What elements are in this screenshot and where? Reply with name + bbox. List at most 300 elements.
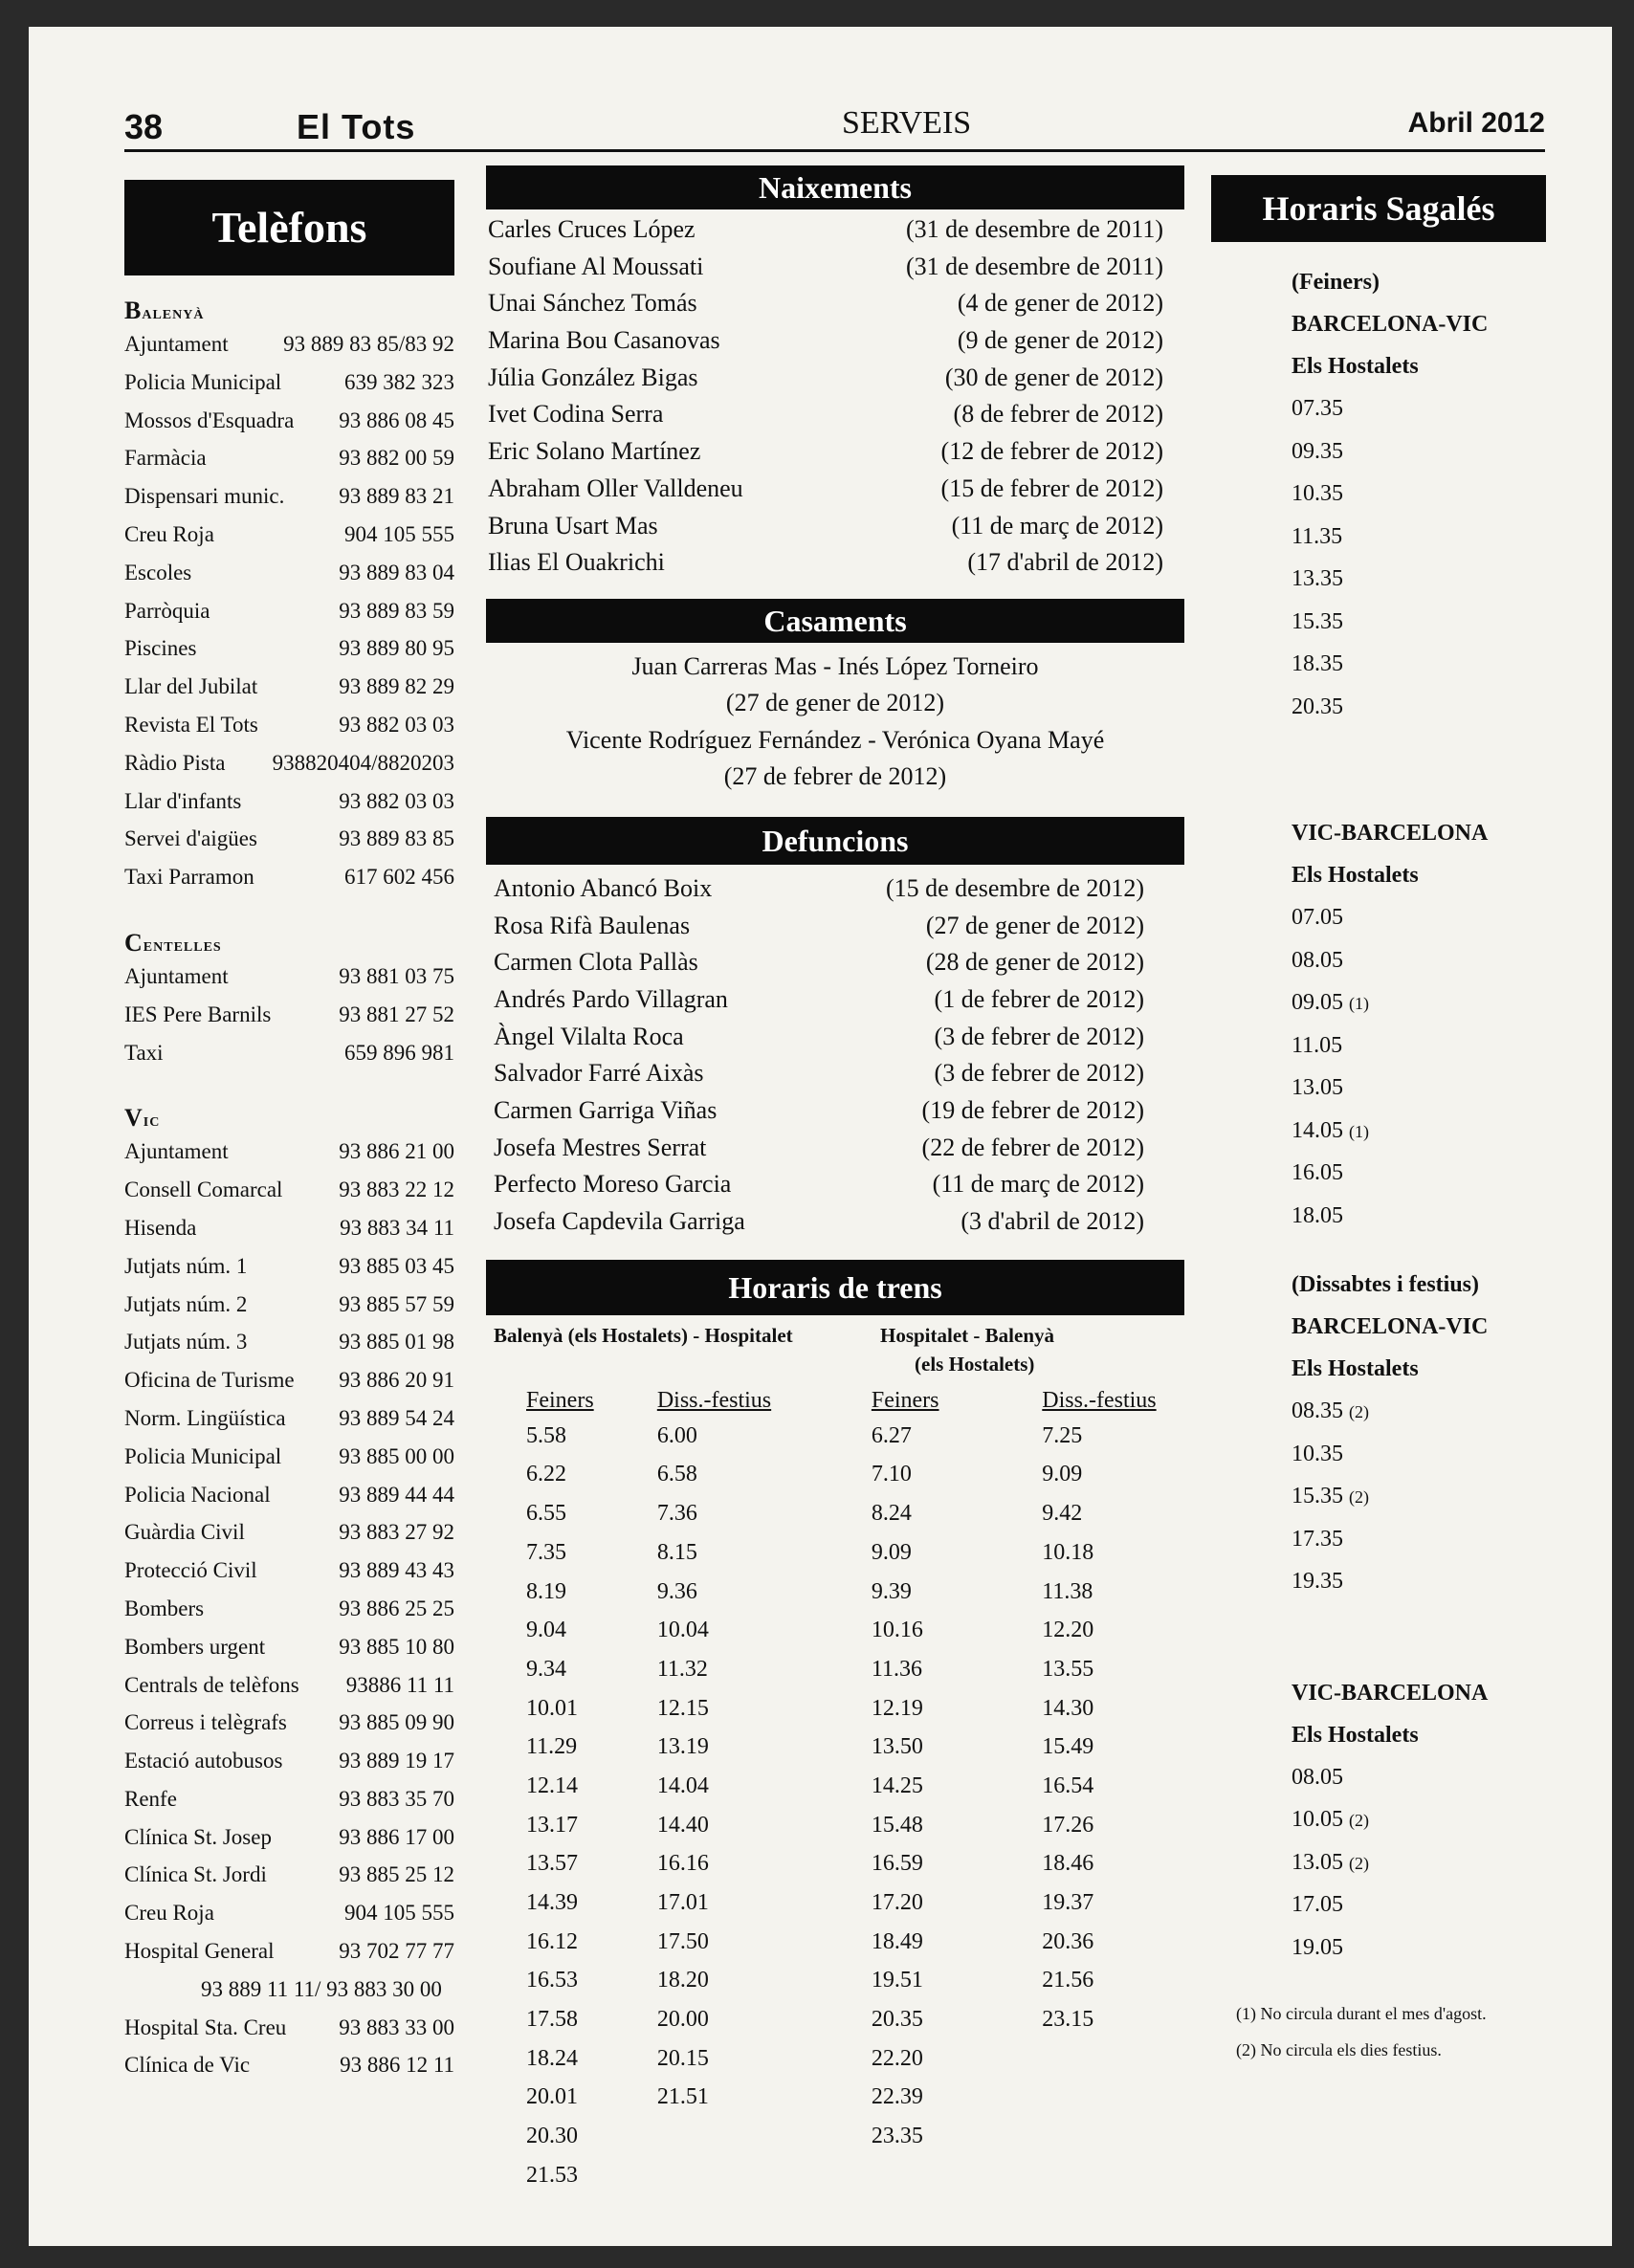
train-column-head: Feiners bbox=[871, 1387, 939, 1413]
train-time: 21.53 bbox=[526, 2162, 578, 2188]
marriage-line: (27 de gener de 2012) bbox=[725, 689, 945, 717]
birth-date: (11 de març de 2012) bbox=[951, 511, 1163, 539]
birth-date: (17 d'abril de 2012) bbox=[967, 548, 1163, 577]
bus-time bbox=[1211, 686, 1546, 729]
phone-number: 93 886 12 11 bbox=[340, 2053, 454, 2078]
bus-time bbox=[1211, 430, 1546, 473]
bus-time-value: 11.05 bbox=[1292, 1032, 1343, 1058]
phone-number: 93 886 25 25 bbox=[339, 1596, 454, 1620]
phone-number: 93 889 83 21 bbox=[339, 484, 454, 509]
phone-label: Servei d'aigües bbox=[124, 826, 257, 851]
phone-number: 93 881 27 52 bbox=[339, 1002, 454, 1026]
death-row bbox=[492, 870, 1184, 908]
trens-route-headers bbox=[486, 1321, 1184, 1378]
phone-number: 93 889 43 43 bbox=[339, 1558, 454, 1583]
phone-row bbox=[124, 1552, 454, 1590]
phone-number: 904 105 555 bbox=[344, 521, 454, 546]
sagales-column bbox=[1211, 175, 1546, 2068]
phone-row bbox=[124, 325, 454, 363]
issue-date: Abril 2012 bbox=[1407, 107, 1545, 139]
group-heading: Balenyà bbox=[124, 297, 205, 324]
phone-row bbox=[124, 1513, 454, 1552]
train-time: 14.30 bbox=[1042, 1695, 1094, 1721]
bus-time-note: (1) bbox=[1349, 1121, 1369, 1141]
vb1-route: VIC-BARCELONA bbox=[1292, 821, 1489, 846]
birth-name: Abraham Oller Valldeneu bbox=[488, 473, 743, 502]
death-date: (3 de febrer de 2012) bbox=[934, 1022, 1144, 1050]
phone-number: 93 882 00 59 bbox=[339, 446, 454, 471]
bus-time-value: 14.05 bbox=[1292, 1117, 1343, 1143]
death-date: (15 de desembre de 2012) bbox=[885, 873, 1144, 902]
sagales-title: Horaris Sagalés bbox=[1211, 175, 1546, 242]
phone-label: Renfe bbox=[124, 1786, 177, 1811]
train-column-head: Diss.-festius bbox=[1042, 1387, 1157, 1413]
phone-row bbox=[124, 820, 454, 858]
telefons-column bbox=[124, 180, 454, 2084]
bus-time bbox=[1211, 1518, 1546, 1561]
bus-time bbox=[1211, 473, 1546, 516]
phone-row bbox=[124, 1742, 454, 1780]
train-time: 23.15 bbox=[1042, 2007, 1094, 2033]
death-row bbox=[492, 1092, 1184, 1130]
train-time: 12.19 bbox=[871, 1695, 923, 1721]
middle-column bbox=[486, 165, 1184, 2195]
phone-row bbox=[124, 1438, 454, 1476]
phone-row bbox=[124, 1818, 454, 1857]
phone-row bbox=[124, 1704, 454, 1742]
phone-number: 93 889 11 11/ 93 883 30 00 bbox=[201, 1976, 442, 2001]
phone-number: 93 889 83 85/83 92 bbox=[283, 332, 454, 356]
birth-row bbox=[486, 285, 1184, 322]
train-time: 7.10 bbox=[871, 1462, 912, 1487]
phone-row bbox=[124, 1476, 454, 1514]
bus-time bbox=[1211, 1475, 1546, 1518]
phone-row bbox=[124, 1971, 454, 2009]
phone-row bbox=[124, 958, 454, 996]
bus-time-value: 09.05 bbox=[1292, 990, 1343, 1015]
defuncions-list bbox=[486, 870, 1184, 1241]
phone-row bbox=[124, 1399, 454, 1438]
train-time: 14.40 bbox=[656, 1812, 709, 1838]
death-name: Àngel Vilalta Roca bbox=[494, 1022, 684, 1050]
phone-label: Hospital General bbox=[124, 1939, 275, 1964]
casaments-title: Casaments bbox=[486, 599, 1184, 643]
bus-time-value: 13.05 bbox=[1292, 1075, 1343, 1100]
bus-time-note: (1) bbox=[1349, 994, 1369, 1013]
bus-time-value: 13.35 bbox=[1292, 566, 1343, 591]
defuncions-title: Defuncions bbox=[486, 817, 1184, 865]
phone-row bbox=[124, 782, 454, 821]
phone-number: 93886 11 11 bbox=[345, 1672, 454, 1697]
route-balenya-hospitalet: Balenyà (els Hostalets) - Hospitalet bbox=[494, 1323, 793, 1347]
train-time: 23.35 bbox=[871, 2124, 923, 2149]
train-time: 11.32 bbox=[656, 1656, 708, 1682]
phone-number: 93 886 21 00 bbox=[339, 1139, 454, 1164]
train-time: 22.39 bbox=[871, 2084, 923, 2110]
bus-time-value: 08.05 bbox=[1292, 947, 1343, 973]
bus-time bbox=[1211, 1756, 1546, 1799]
train-time: 15.49 bbox=[1042, 1734, 1094, 1760]
phone-number: 93 889 83 59 bbox=[339, 598, 454, 623]
phone-label: Clínica St. Jordi bbox=[124, 1862, 267, 1887]
bus-time-value: 16.05 bbox=[1292, 1160, 1343, 1185]
phone-row bbox=[124, 1323, 454, 1361]
bv2-times bbox=[1211, 1390, 1546, 1603]
birth-name: Carles Cruces López bbox=[488, 215, 696, 243]
bus-time-value: 18.05 bbox=[1292, 1202, 1343, 1228]
phone-number: 93 889 83 04 bbox=[339, 560, 454, 584]
birth-name: Soufiane Al Moussati bbox=[488, 252, 704, 280]
birth-name: Unai Sánchez Tomás bbox=[488, 289, 697, 318]
bus-time bbox=[1211, 1152, 1546, 1195]
phone-label: Policia Municipal bbox=[124, 1443, 282, 1468]
train-time: 6.27 bbox=[871, 1422, 912, 1448]
route-hospitalet-balenya bbox=[880, 1321, 1167, 1378]
train-time: 18.49 bbox=[871, 1928, 923, 1954]
bus-time bbox=[1211, 1110, 1546, 1153]
bus-time bbox=[1211, 939, 1546, 982]
train-time: 7.25 bbox=[1042, 1422, 1083, 1448]
train-column bbox=[526, 1384, 657, 2195]
bus-time bbox=[1211, 1433, 1546, 1476]
route2-line2: (els Hostalets) bbox=[915, 1352, 1035, 1376]
phone-label: Dispensari munic. bbox=[124, 484, 285, 509]
train-time: 20.36 bbox=[1042, 1928, 1094, 1954]
birth-row bbox=[486, 471, 1184, 508]
marriage-line: (27 de febrer de 2012) bbox=[723, 762, 947, 791]
phone-row bbox=[124, 1590, 454, 1628]
train-time: 8.24 bbox=[871, 1501, 912, 1527]
train-time: 17.20 bbox=[871, 1890, 923, 1915]
bus-time bbox=[1211, 1024, 1546, 1068]
bus-time bbox=[1211, 643, 1546, 686]
birth-name: Ivet Codina Serra bbox=[488, 400, 664, 429]
train-time: 20.35 bbox=[871, 2007, 923, 2033]
train-time: 7.36 bbox=[656, 1501, 697, 1527]
phone-number: 93 886 20 91 bbox=[339, 1368, 454, 1393]
phone-number: 93 702 77 77 bbox=[339, 1939, 454, 1964]
train-time: 10.18 bbox=[1042, 1539, 1094, 1565]
phone-label: Hospital Sta. Creu bbox=[124, 2015, 287, 2039]
phone-number: 93 886 17 00 bbox=[339, 1824, 454, 1849]
phone-number: 639 382 323 bbox=[344, 369, 454, 394]
death-row bbox=[492, 1130, 1184, 1167]
train-time: 9.09 bbox=[871, 1539, 912, 1565]
phone-row bbox=[124, 1209, 454, 1247]
bus-time-value: 17.35 bbox=[1292, 1526, 1343, 1552]
naixements-title: Naixements bbox=[486, 165, 1184, 209]
train-time: 18.20 bbox=[656, 1968, 709, 1993]
bus-time-value: 08.35 bbox=[1292, 1398, 1343, 1423]
train-time: 20.00 bbox=[656, 2007, 709, 2033]
vb2-route: VIC-BARCELONA bbox=[1292, 1680, 1489, 1706]
death-name: Andrés Pardo Villagran bbox=[494, 984, 728, 1013]
phone-label: Oficina de Turisme bbox=[124, 1368, 295, 1393]
phone-number: 93 885 25 12 bbox=[339, 1862, 454, 1887]
vb1-times bbox=[1211, 896, 1546, 1237]
train-time: 11.36 bbox=[871, 1656, 922, 1682]
phone-label: Creu Roja bbox=[124, 521, 214, 546]
bus-time bbox=[1211, 1560, 1546, 1603]
bus-time-value: 18.35 bbox=[1292, 651, 1343, 676]
phone-label: Ràdio Pista bbox=[124, 750, 226, 775]
phone-label: Policia Municipal bbox=[124, 369, 282, 394]
bus-time bbox=[1211, 1798, 1546, 1841]
vb1-stop: Els Hostalets bbox=[1292, 863, 1419, 888]
train-time: 20.30 bbox=[526, 2124, 578, 2149]
phone-label: Protecció Civil bbox=[124, 1558, 257, 1583]
train-time: 13.17 bbox=[526, 1812, 578, 1838]
bus-time bbox=[1211, 601, 1546, 644]
bv1-times bbox=[1211, 387, 1546, 728]
death-name: Salvador Farré Aixàs bbox=[494, 1059, 704, 1088]
train-time: 12.15 bbox=[656, 1695, 709, 1721]
phone-row bbox=[124, 706, 454, 744]
birth-row bbox=[486, 360, 1184, 397]
group-heading: Vic bbox=[124, 1104, 161, 1133]
trens-title: Horaris de trens bbox=[486, 1260, 1184, 1315]
phone-number: 93 885 09 90 bbox=[339, 1710, 454, 1735]
birth-date: (9 de gener de 2012) bbox=[957, 326, 1163, 355]
phone-label: Creu Roja bbox=[124, 1901, 214, 1926]
phone-label: Parròquia bbox=[124, 598, 210, 623]
train-column-head: Diss.-festius bbox=[656, 1387, 772, 1413]
dissabtes-label: (Dissabtes i festius) bbox=[1292, 1272, 1479, 1297]
phone-number: 93 882 03 03 bbox=[339, 788, 454, 813]
birth-name: Bruna Usart Mas bbox=[488, 511, 658, 539]
phone-label: Policia Nacional bbox=[124, 1482, 271, 1507]
death-date: (3 de febrer de 2012) bbox=[934, 1059, 1144, 1088]
train-time: 17.26 bbox=[1042, 1812, 1094, 1838]
phone-label: Ajuntament bbox=[124, 1139, 229, 1164]
train-time: 9.04 bbox=[526, 1618, 566, 1643]
phone-label: Guàrdia Civil bbox=[124, 1520, 245, 1545]
phone-row bbox=[124, 1780, 454, 1818]
phone-row bbox=[124, 2046, 454, 2084]
phone-number: 93 883 34 11 bbox=[340, 1215, 454, 1240]
feiners-label: (Feiners) bbox=[1292, 270, 1380, 295]
train-time: 16.54 bbox=[1042, 1773, 1094, 1798]
phone-number: 93 885 01 98 bbox=[339, 1330, 454, 1354]
phone-row bbox=[124, 996, 454, 1034]
phone-row bbox=[124, 1932, 454, 1971]
train-time: 13.50 bbox=[871, 1734, 923, 1760]
bus-time bbox=[1211, 1841, 1546, 1884]
phone-label: Llar del Jubilat bbox=[124, 674, 258, 699]
birth-row bbox=[486, 433, 1184, 471]
birth-row bbox=[486, 508, 1184, 545]
phone-label: Ajuntament bbox=[124, 332, 229, 356]
bus-time-value: 07.35 bbox=[1292, 396, 1343, 421]
bus-time-value: 07.05 bbox=[1292, 905, 1343, 930]
train-time: 6.55 bbox=[526, 1501, 566, 1527]
train-time: 14.25 bbox=[871, 1773, 923, 1798]
phone-number: 938820404/8820203 bbox=[272, 750, 454, 775]
death-date: (19 de febrer de 2012) bbox=[921, 1096, 1144, 1124]
phone-row bbox=[124, 1171, 454, 1209]
birth-row bbox=[486, 544, 1184, 582]
telefons-title: Telèfons bbox=[124, 180, 454, 275]
page-header bbox=[96, 77, 1545, 153]
footnote-1: (1) No circula durant el mes d'agost. bbox=[1236, 2004, 1487, 2023]
train-time: 9.42 bbox=[1042, 1501, 1083, 1527]
death-name: Josefa Mestres Serrat bbox=[494, 1133, 707, 1161]
birth-row bbox=[486, 249, 1184, 286]
bus-time-value: 13.05 bbox=[1292, 1849, 1343, 1875]
train-time: 12.14 bbox=[526, 1773, 578, 1798]
phone-number: 93 889 82 29 bbox=[339, 674, 454, 699]
phone-row bbox=[124, 477, 454, 516]
marriage-line: Vicente Rodríguez Fernández - Verónica Oyana Mayé bbox=[565, 725, 1105, 754]
train-time: 15.48 bbox=[871, 1812, 923, 1838]
casaments-list bbox=[486, 649, 1184, 796]
bus-time-note: (2) bbox=[1349, 1487, 1369, 1507]
bus-time-value: 10.05 bbox=[1292, 1807, 1343, 1832]
phone-number: 93 883 33 00 bbox=[339, 2015, 454, 2039]
phone-row bbox=[124, 1286, 454, 1324]
bv2-stop: Els Hostalets bbox=[1292, 1356, 1419, 1381]
train-time: 20.01 bbox=[526, 2084, 578, 2110]
section-title: SERVEIS bbox=[842, 105, 972, 141]
train-time: 5.58 bbox=[526, 1422, 566, 1448]
bus-time-value: 19.35 bbox=[1292, 1569, 1343, 1594]
phone-label: IES Pere Barnils bbox=[124, 1002, 272, 1026]
phone-number: 93 883 35 70 bbox=[339, 1786, 454, 1811]
vb2-stop: Els Hostalets bbox=[1292, 1722, 1419, 1748]
bus-time-value: 10.35 bbox=[1292, 1441, 1343, 1466]
bv2-route: BARCELONA-VIC bbox=[1292, 1314, 1489, 1339]
bus-time-note: (2) bbox=[1349, 1853, 1369, 1873]
phone-number: 93 885 03 45 bbox=[339, 1253, 454, 1278]
train-time: 10.16 bbox=[871, 1618, 923, 1643]
birth-date: (8 de febrer de 2012) bbox=[953, 400, 1163, 429]
train-time: 20.15 bbox=[656, 2045, 709, 2071]
birth-row bbox=[486, 396, 1184, 433]
phone-label: Clínica St. Josep bbox=[124, 1824, 272, 1849]
train-time: 10.01 bbox=[526, 1695, 578, 1721]
bus-time bbox=[1211, 981, 1546, 1024]
phone-number: 93 885 00 00 bbox=[339, 1443, 454, 1468]
birth-date: (31 de desembre de 2011) bbox=[905, 252, 1163, 280]
train-time: 17.58 bbox=[526, 2007, 578, 2033]
page-number: 38 bbox=[124, 107, 164, 146]
train-time: 14.39 bbox=[526, 1890, 578, 1915]
train-time: 22.20 bbox=[871, 2045, 923, 2071]
phone-row bbox=[124, 1894, 454, 1932]
death-name: Perfecto Moreso Garcia bbox=[494, 1170, 732, 1199]
train-time: 10.04 bbox=[656, 1618, 709, 1643]
phone-row bbox=[124, 363, 454, 402]
train-time: 17.50 bbox=[656, 1928, 709, 1954]
phone-label: Revista El Tots bbox=[124, 712, 258, 737]
phone-row bbox=[124, 629, 454, 668]
bus-time bbox=[1211, 1883, 1546, 1927]
death-row bbox=[492, 908, 1184, 945]
death-date: (22 de febrer de 2012) bbox=[921, 1133, 1144, 1161]
bus-time bbox=[1211, 1390, 1546, 1433]
death-date: (28 de gener de 2012) bbox=[925, 948, 1144, 977]
bus-time-note: (2) bbox=[1349, 1402, 1369, 1421]
bus-time bbox=[1211, 1927, 1546, 1970]
phone-number: 93 885 57 59 bbox=[339, 1291, 454, 1316]
phone-row bbox=[124, 744, 454, 782]
phone-number: 93 882 03 03 bbox=[339, 712, 454, 737]
death-row bbox=[492, 1055, 1184, 1092]
birth-date: (15 de febrer de 2012) bbox=[940, 473, 1163, 502]
phone-number: 93 889 80 95 bbox=[339, 636, 454, 661]
death-row bbox=[492, 981, 1184, 1019]
train-time: 9.09 bbox=[1042, 1462, 1083, 1487]
phone-label: Mossos d'Esquadra bbox=[124, 407, 295, 432]
train-column bbox=[872, 1384, 1042, 2195]
phone-label: Estació autobusos bbox=[124, 1749, 283, 1773]
bv1-route: BARCELONA-VIC bbox=[1292, 312, 1489, 337]
phone-row bbox=[124, 516, 454, 554]
bv1-stop: Els Hostalets bbox=[1292, 354, 1419, 379]
phone-label: Escoles bbox=[124, 560, 192, 584]
train-time: 11.38 bbox=[1042, 1578, 1093, 1604]
phone-row bbox=[124, 554, 454, 592]
train-time: 21.56 bbox=[1042, 1968, 1094, 1993]
bus-time-value: 10.35 bbox=[1292, 481, 1343, 506]
train-time: 13.19 bbox=[656, 1734, 709, 1760]
birth-date: (4 de gener de 2012) bbox=[957, 289, 1163, 318]
train-time: 6.22 bbox=[526, 1462, 566, 1487]
phone-row bbox=[124, 1628, 454, 1666]
phone-label: Bombers bbox=[124, 1596, 205, 1620]
phone-number: 93 889 19 17 bbox=[339, 1749, 454, 1773]
header-rule bbox=[124, 149, 1545, 152]
bus-time-note: (2) bbox=[1349, 1811, 1369, 1830]
train-time: 16.12 bbox=[526, 1928, 578, 1954]
train-time: 11.29 bbox=[526, 1734, 578, 1760]
birth-date: (31 de desembre de 2011) bbox=[905, 215, 1163, 243]
death-name: Carmen Clota Pallàs bbox=[494, 948, 698, 977]
train-time: 14.04 bbox=[656, 1773, 709, 1798]
bus-time bbox=[1211, 387, 1546, 430]
train-column bbox=[1042, 1384, 1184, 2195]
phone-number: 659 896 981 bbox=[344, 1040, 454, 1065]
phone-row bbox=[124, 1361, 454, 1399]
vb2-times bbox=[1211, 1756, 1546, 1970]
bus-time-value: 08.05 bbox=[1292, 1764, 1343, 1790]
train-column-head: Feiners bbox=[526, 1387, 594, 1413]
phone-label: Centrals de telèfons bbox=[124, 1672, 299, 1697]
bus-time bbox=[1211, 516, 1546, 559]
bus-time-value: 20.35 bbox=[1292, 694, 1343, 719]
phone-row bbox=[124, 1666, 454, 1705]
bus-time-value: 09.35 bbox=[1292, 438, 1343, 464]
phone-label: Farmàcia bbox=[124, 446, 207, 471]
death-date: (27 de gener de 2012) bbox=[925, 911, 1144, 939]
death-name: Carmen Garriga Viñas bbox=[494, 1096, 718, 1124]
birth-row bbox=[486, 322, 1184, 360]
death-date: (1 de febrer de 2012) bbox=[934, 984, 1144, 1013]
birth-row bbox=[486, 211, 1184, 249]
train-time: 12.20 bbox=[1042, 1618, 1094, 1643]
bus-time bbox=[1211, 558, 1546, 601]
bus-time-value: 15.35 bbox=[1292, 608, 1343, 634]
phone-row bbox=[124, 1247, 454, 1286]
birth-date: (30 de gener de 2012) bbox=[944, 363, 1163, 391]
phone-number: 904 105 555 bbox=[344, 1901, 454, 1926]
route2-line1: Hospitalet - Balenyà bbox=[880, 1323, 1054, 1347]
phone-number: 93 889 44 44 bbox=[339, 1482, 454, 1507]
phone-row bbox=[124, 858, 454, 896]
train-time: 6.00 bbox=[656, 1422, 697, 1448]
bus-time-value: 19.05 bbox=[1292, 1934, 1343, 1960]
train-time: 8.19 bbox=[526, 1578, 566, 1604]
